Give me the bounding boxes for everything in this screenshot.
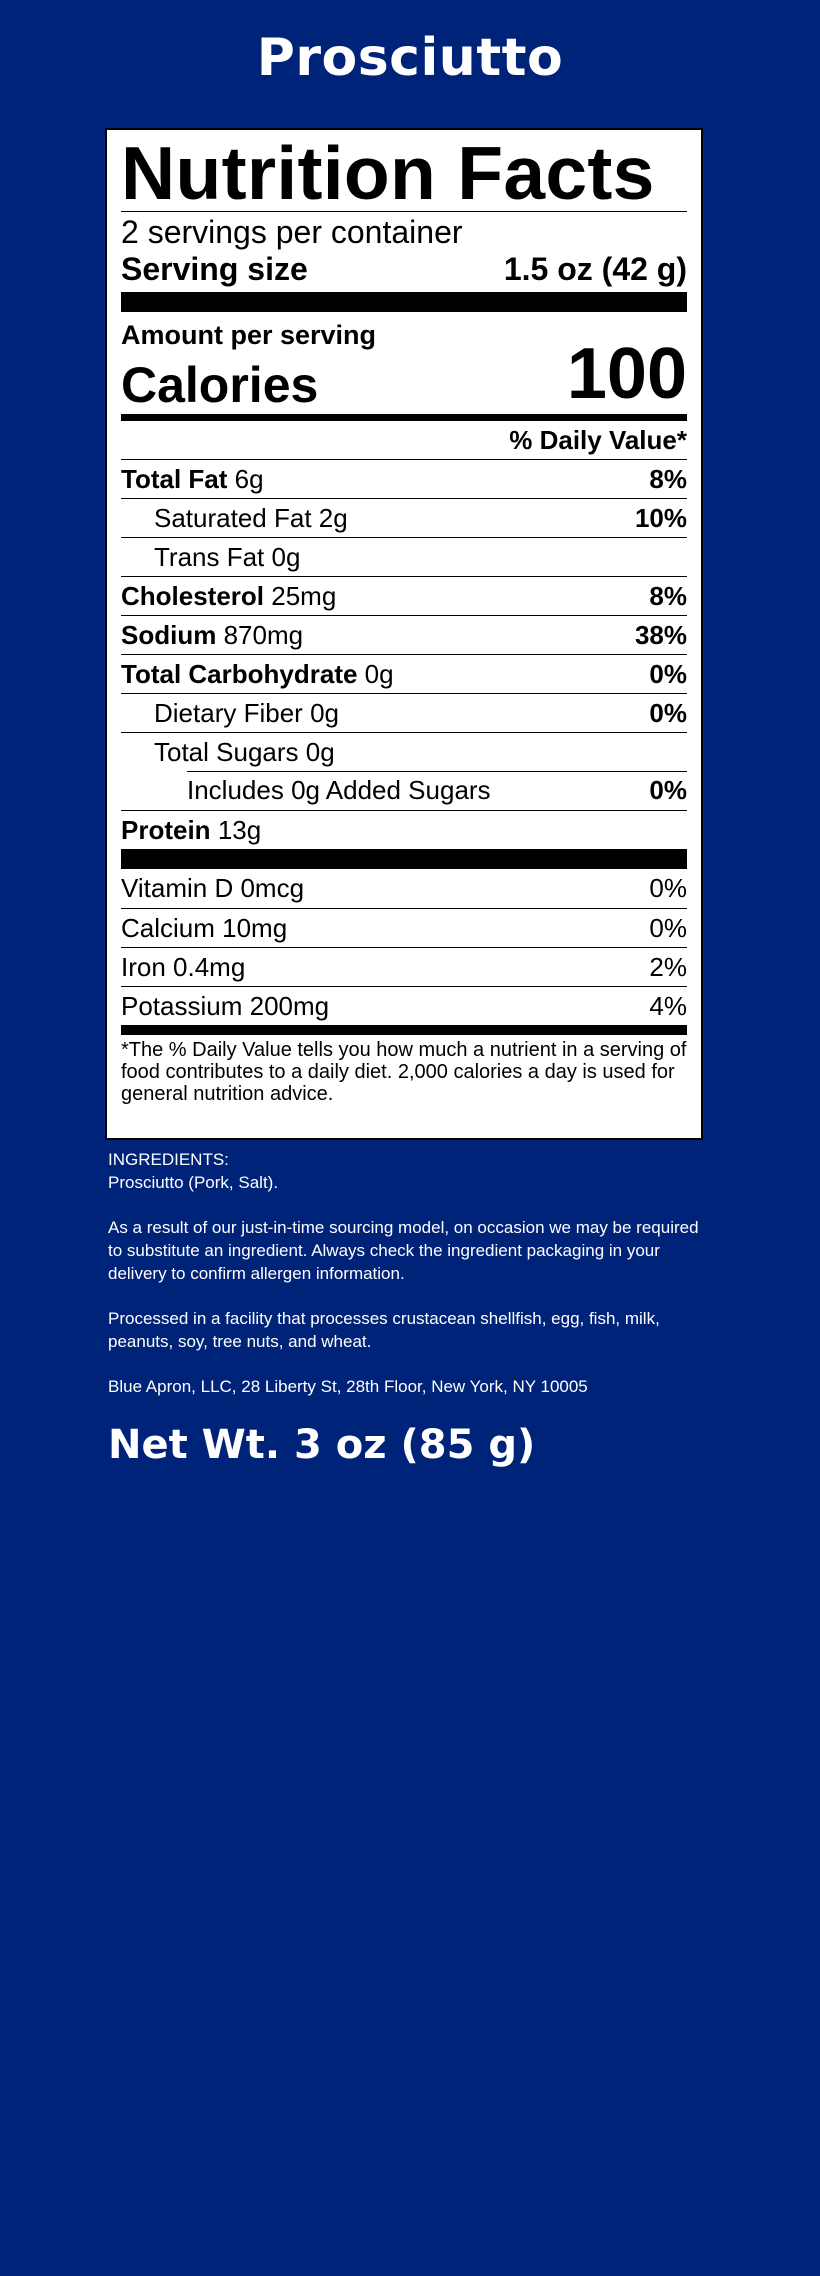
nutrient-row-added-sugars — [121, 771, 687, 810]
nutrient-dv: 0% — [649, 658, 687, 689]
nutrient-amount: 0g — [310, 697, 339, 728]
nutrient-name: Total Sugars — [154, 736, 299, 767]
nutrient-name: Saturated Fat — [154, 502, 312, 533]
serving-size-label: Serving size — [121, 251, 308, 287]
product-info — [108, 1148, 708, 1420]
vitamin-dv: 0% — [649, 912, 687, 943]
nutrient-dv: 38% — [634, 619, 687, 650]
nutrient-amount: 25mg — [271, 580, 337, 611]
nutrient-dv: 0% — [649, 697, 687, 728]
nutrient-row-trans-fat — [121, 537, 687, 576]
calories-value: 100 — [566, 334, 687, 414]
vitamin-row — [121, 986, 687, 1025]
nutrient-name: Dietary Fiber — [154, 697, 303, 728]
nutrient-name: Protein — [121, 814, 211, 845]
daily-value-header: % Daily Value* — [509, 425, 687, 455]
nutrient-name: Sodium — [121, 619, 217, 650]
vitamin-dv: 4% — [649, 990, 687, 1021]
vitamin-name: Iron 0.4mg — [121, 951, 246, 982]
nutrient-dv: 8% — [649, 463, 687, 494]
nutrient-row-total-carbohydrate — [121, 654, 687, 693]
nutrient-name: Total Fat — [121, 463, 228, 494]
vitamin-row — [121, 908, 687, 947]
vitamin-row — [121, 947, 687, 986]
vitamin-dv: 0% — [649, 873, 687, 903]
nutrient-dv: 10% — [634, 502, 687, 533]
nutrient-amount: 13g — [217, 814, 262, 845]
vitamin-name: Calcium 10mg — [121, 912, 288, 943]
nutrient-amount: 6g — [234, 463, 264, 494]
nutrient-name: Trans Fat — [154, 541, 265, 572]
nutrient-row-total-fat — [121, 459, 687, 498]
nutrient-row-total-sugars — [121, 732, 687, 771]
sourcing-note: As a result of our just-in-time sourcing model, on occasion we may be required to substitute an ingredient. Always check the ingredient packaging in your delivery to confirm allergen information. — [108, 1218, 699, 1283]
ingredients-list: Prosciutto (Pork, Salt). — [108, 1173, 279, 1192]
amount-per-serving: Amount per serving — [121, 320, 377, 350]
nutrient-amount: 0g — [271, 541, 301, 572]
nutrient-amount: 2g — [318, 502, 348, 533]
nutrition-facts-panel — [105, 128, 703, 1140]
nutrient-name: Includes 0g Added Sugars — [187, 771, 649, 810]
nutrient-amount: 870mg — [223, 619, 304, 650]
nutrient-amount: 0g — [305, 736, 335, 767]
servings-per-container: 2 servings per container — [121, 214, 463, 250]
nutrient-name: Cholesterol — [121, 580, 265, 611]
vitamin-name: Vitamin D 0mcg — [121, 873, 305, 903]
serving-size-row — [121, 250, 687, 288]
product-title: Prosciutto — [256, 28, 564, 88]
nutrition-facts-title: Nutrition Facts — [121, 131, 655, 215]
daily-value-footnote: *The % Daily Value tells you how much a nutrient in a serving of food contributes to a daily diet. 2,000 calories a day is used for general nutrition advice. — [121, 1039, 687, 1105]
nutrient-dv: 0% — [649, 771, 687, 810]
nutrient-row-cholesterol — [121, 576, 687, 615]
net-weight: Net Wt. 3 oz (85 g) — [108, 1422, 536, 1468]
vitamin-row — [121, 869, 687, 908]
ingredients-heading: INGREDIENTS: — [108, 1150, 229, 1169]
calories-label: Calories — [121, 357, 319, 413]
serving-size-value: 1.5 oz (42 g) — [503, 251, 687, 287]
nutrient-dv: 8% — [649, 580, 687, 611]
nutrient-row-dietary-fiber — [121, 693, 687, 732]
allergen-note: Processed in a facility that processes crustacean shellfish, egg, fish, milk, peanuts, soy, tree nuts, and wheat. — [108, 1309, 660, 1351]
nutrient-row-saturated-fat — [121, 498, 687, 537]
nutrient-row-sodium — [121, 615, 687, 654]
nutrient-row-protein — [121, 810, 687, 849]
nutrient-name: Total Carbohydrate — [121, 658, 358, 689]
vitamin-dv: 2% — [649, 951, 687, 982]
vitamins-section — [121, 869, 687, 1025]
company-address: Blue Apron, LLC, 28 Liberty St, 28th Floor, New York, NY 10005 — [108, 1377, 588, 1396]
vitamin-name: Potassium 200mg — [121, 990, 330, 1021]
nutrient-amount: 0g — [364, 658, 394, 689]
